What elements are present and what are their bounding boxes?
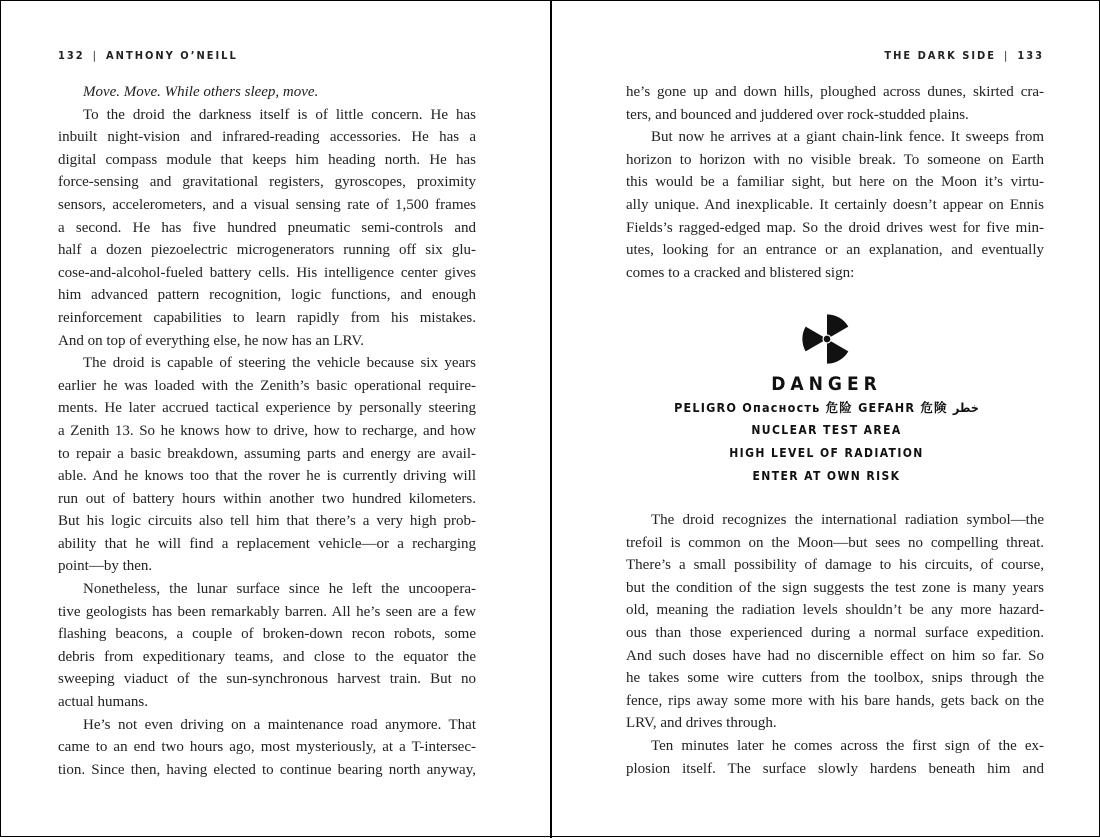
sign-line-nuclear-test-area: NUCLEAR TEST AREA [751, 423, 902, 437]
text-line: came to an end two hours ago, most mysteriously, at a T-intersec- [58, 739, 476, 756]
text-line: flashing beacons, a couple of broken-down recon robots, some [58, 626, 476, 643]
text-line: LRV, and drives through. [626, 715, 777, 732]
sign-line-enter-at-own-risk: ENTER AT OWN RISK [752, 469, 901, 483]
text-line: this would be a familiar sight, but here on the Moon it’s virtu- [626, 174, 1044, 191]
running-head-left [58, 49, 238, 67]
text-line: The droid is capable of steering the vehicle because six years [83, 355, 476, 372]
text-line: able. And he knows too that the rover he is currently driving will [58, 468, 476, 485]
author-name: ANTHONY O’NEILL [106, 49, 238, 62]
page-number: 133 [1017, 49, 1044, 62]
text-line: trefoil is common on the Moon—but sees no compelling threat. [626, 534, 1044, 551]
text-line: comes to a cracked and blistered sign: [626, 264, 855, 281]
text-line: fence, rips away some more with his bare hands, gets back on the [626, 692, 1044, 709]
text-line: ally unique. And inexplicable. It certainly doesn’t appear on Ennis [626, 196, 1044, 213]
text-line: run out of battery hours within another two hundred kilometers. [58, 490, 476, 507]
page-number: 132 [58, 49, 85, 62]
text-line: debris from expeditionary teams, and close to the equator the [58, 648, 476, 665]
text-line: sensors, accelerometers, and a visual sensing rate of 1,500 frames [58, 196, 476, 213]
text-line: tive geologists has been remarkably barren. All he’s seen are a few [58, 603, 476, 620]
head-separator: | [1003, 49, 1010, 62]
text-line: a Zenith 13. So he knows how to drive, how to recharge, and how [58, 422, 476, 439]
text-line: And on top of everything else, he now has an LRV. [58, 332, 364, 349]
text-line: But now he arrives at a giant chain-link fence. It sweeps from [651, 129, 1044, 146]
left-page [1, 1, 550, 838]
book-title: THE DARK SIDE [884, 49, 996, 62]
text-line: sweeping viaduct of the sun-synchronous harvest train. But no [58, 671, 476, 688]
text-line: point—by then. [58, 558, 153, 575]
text-line: But his logic circuits also tell him that there’s a very high prob- [58, 513, 476, 530]
text-line: digital compass module that keeps him heading north. He has [58, 151, 476, 168]
text-line: earlier he was loaded with the Zenith’s basic operational require- [58, 377, 476, 394]
text-line: tion. Since then, having elected to continue bearing north anyway, [58, 761, 476, 778]
text-line: Nonetheless, the lunar surface since he left the uncoopera- [83, 581, 476, 598]
text-line: Move. Move. While others sleep, move. [83, 84, 319, 100]
danger-title: DANGER [771, 373, 882, 395]
text-line: him advanced pattern recognition, logic functions, and enough [58, 287, 476, 304]
text-line: reinforcement capabilities to learn rapidly from his mistakes. [58, 309, 476, 326]
radiation-trefoil-icon [799, 311, 855, 367]
text-line: but the condition of the sign suggests the test zone is many years [626, 579, 1044, 596]
text-line: There’s a small possibility of damage to his circuits, of course, [626, 557, 1044, 574]
text-line: Ten minutes later he comes across the first sign of the ex- [651, 737, 1044, 754]
body-text-right-bottom [626, 509, 1044, 780]
text-line: force-sensing and gravitational registers, gyroscopes, proximity [58, 174, 476, 191]
text-line: Fields’s ragged-edged map. So the droid drives west for five min- [626, 219, 1044, 236]
body-text-right-top [626, 81, 1044, 284]
danger-sign [552, 311, 1100, 488]
text-line: he takes some wire cutters from the toolbox, snips through the [626, 670, 1044, 687]
head-separator: | [92, 49, 99, 62]
text-line: horizon to horizon with no visible break. To someone on Earth [626, 151, 1044, 168]
text-line: half a dozen piezoelectric microgenerators running off six glu- [58, 242, 476, 259]
body-text-left [58, 81, 476, 781]
text-line: plosion itself. The surface slowly hardens beneath him and [626, 760, 1044, 777]
running-head-right [884, 49, 1044, 67]
right-page [552, 1, 1100, 838]
text-line: cose-and-alcohol-fueled battery cells. His intelligence center gives [58, 264, 476, 281]
text-line: to repair a basic breakdown, assuming parts and energy are avail- [58, 445, 476, 462]
text-line: ous than those experienced during a normal surface expedition. [626, 624, 1044, 641]
text-line: He’s not even driving on a maintenance road anymore. That [83, 716, 476, 733]
text-line: inbuilt night-vision and infrared-reading accessories. He has a [58, 129, 476, 146]
sign-line-high-radiation: HIGH LEVEL OF RADIATION [729, 446, 924, 460]
text-line: a second. He has five hundred pneumatic semi-controls and [58, 219, 476, 236]
text-line: ability that he will find a replacement vehicle—or a recharging [58, 535, 476, 552]
text-line: actual humans. [58, 694, 148, 711]
text-line: And such doses have had no discernible effect on him so far. So [626, 647, 1044, 664]
text-line: utes, looking for an entrance or an explanation, and eventually [626, 242, 1044, 259]
text-line: ters, and bounced and juddered over rock-studded plains. [626, 106, 969, 123]
danger-multilingual-line: PELIGRO Опасность 危险 GEFAHR 危険 خطر [674, 400, 979, 415]
text-line: he’s gone up and down hills, ploughed across dunes, skirted cra- [626, 84, 1044, 100]
text-line: The droid recognizes the international radiation symbol—the [651, 512, 1044, 528]
text-line: To the droid the darkness itself is of little concern. He has [83, 106, 476, 123]
text-line: ments. He later accrued tactical experience by personally steering [58, 400, 476, 417]
text-line: old, meaning the radiation levels shouldn’t be any more hazard- [626, 602, 1044, 619]
